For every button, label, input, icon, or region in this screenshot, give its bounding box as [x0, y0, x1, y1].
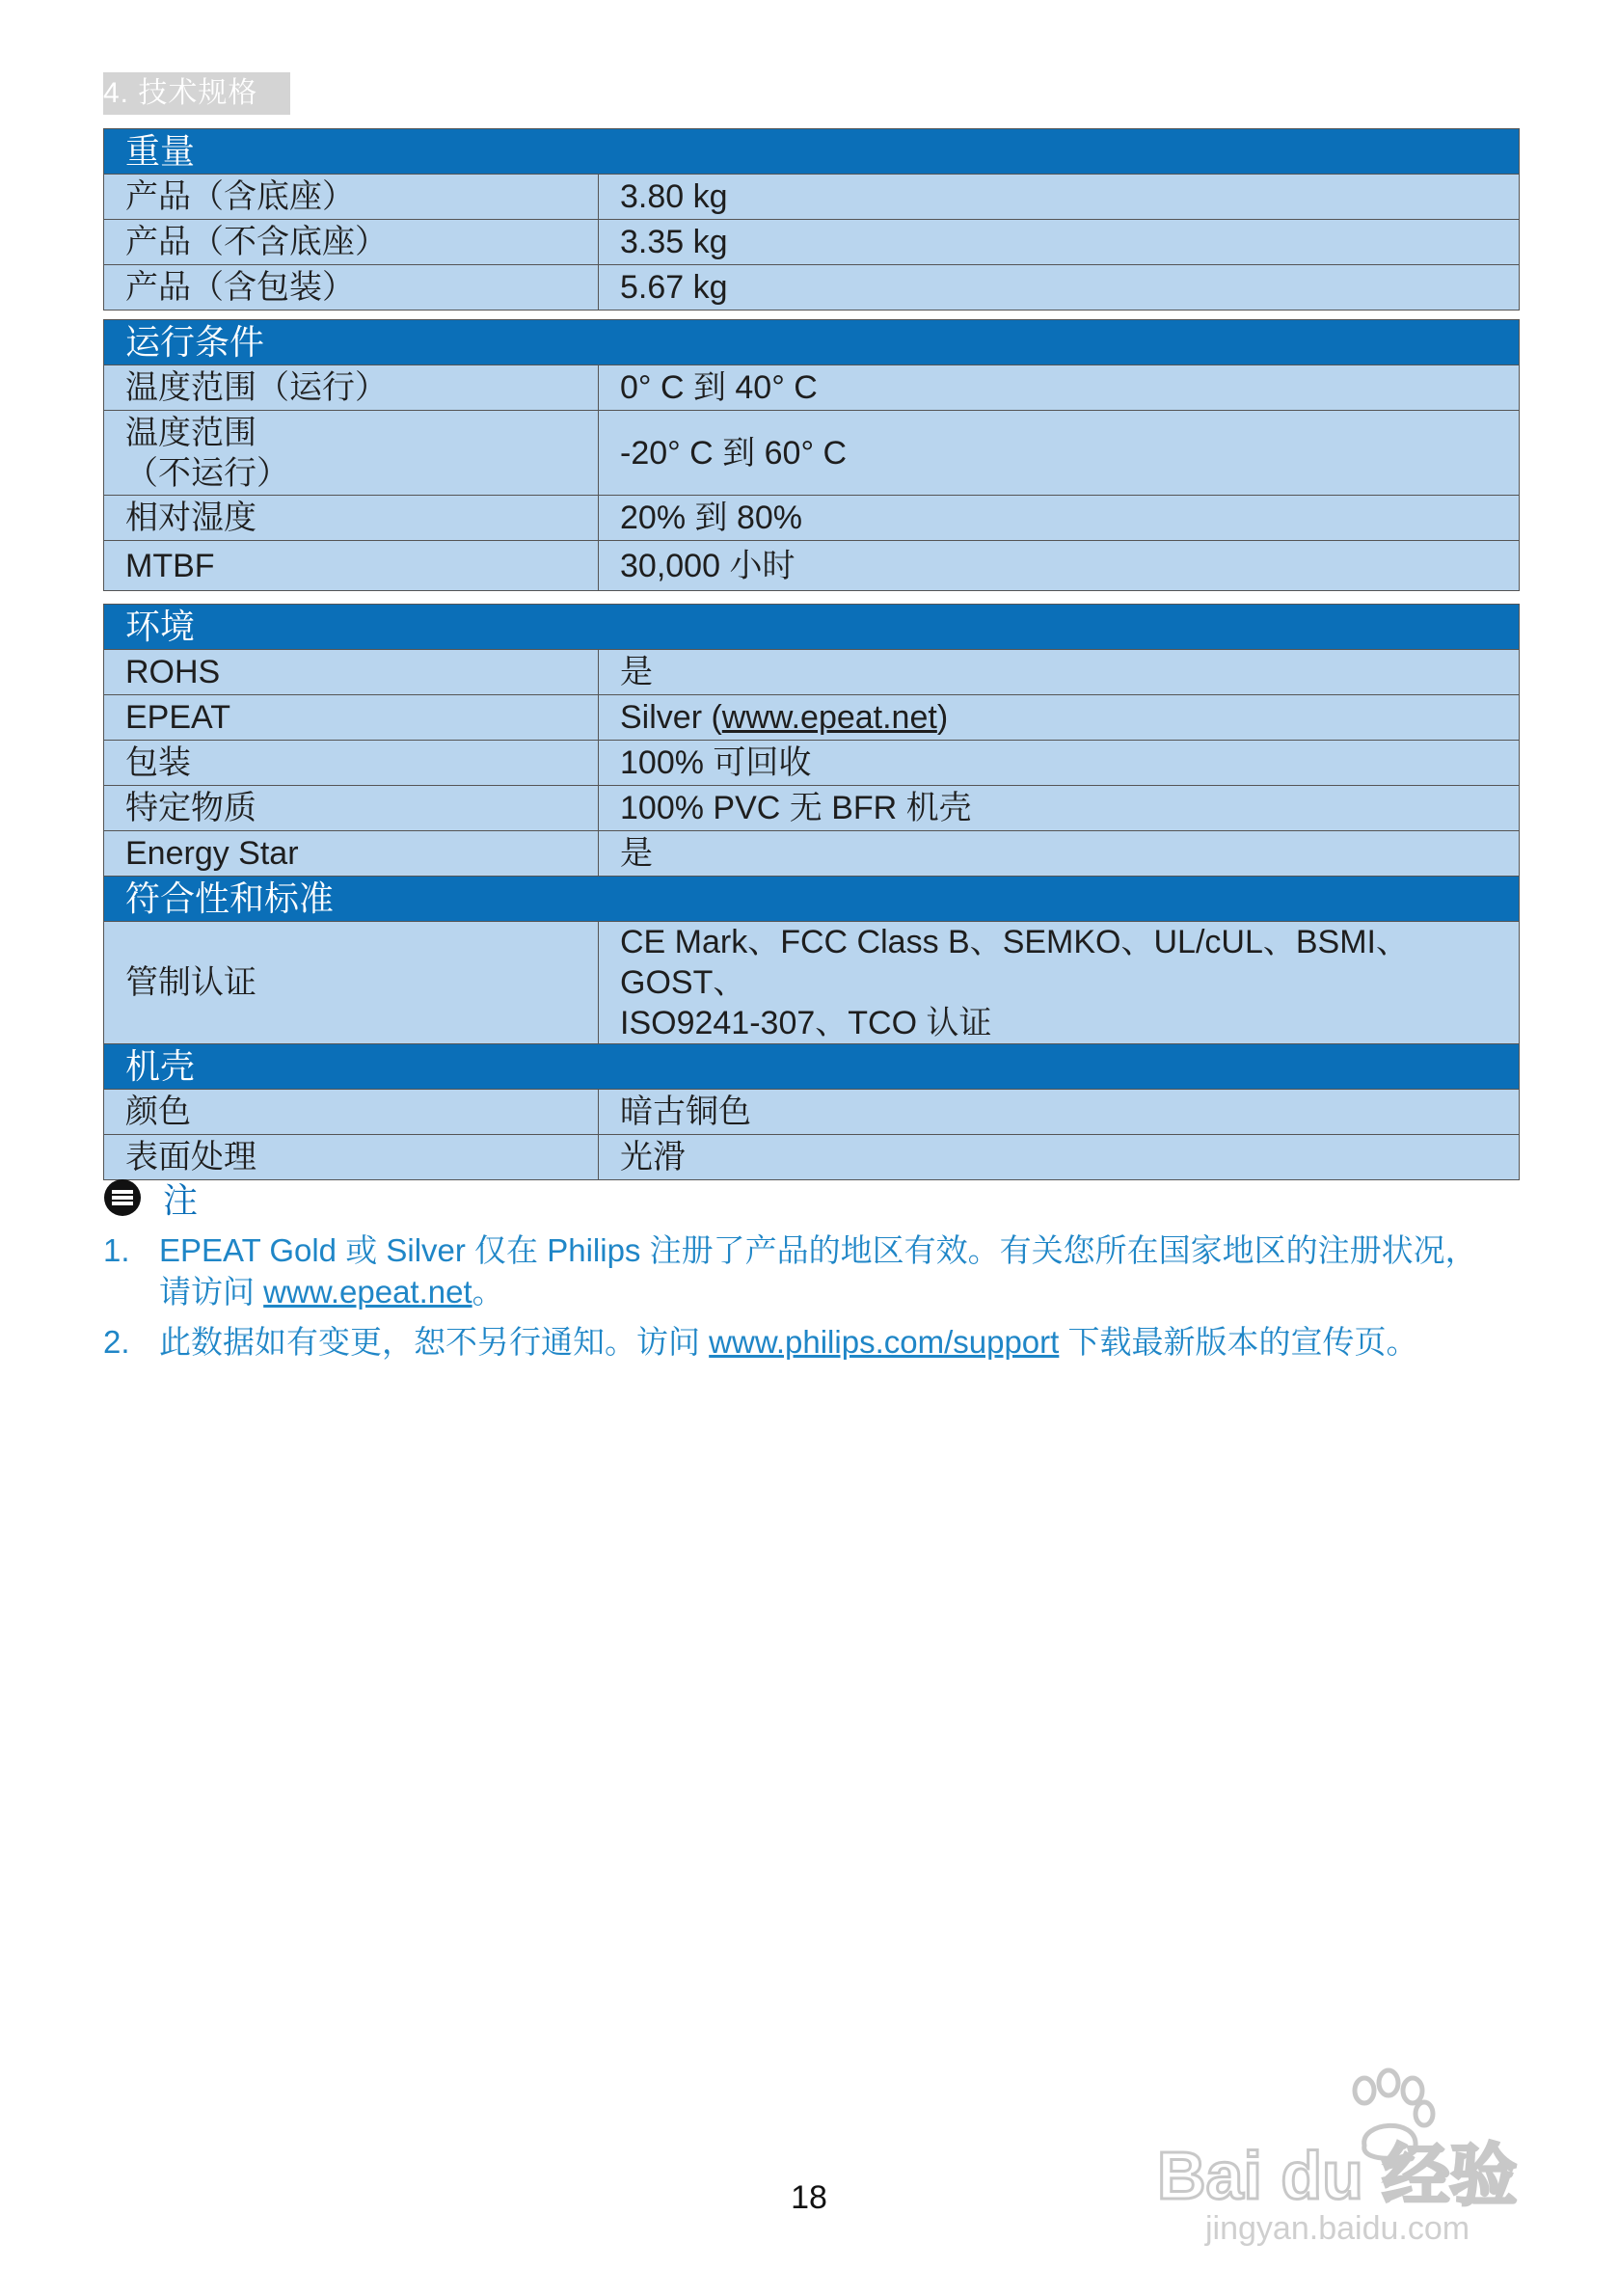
table-row	[104, 831, 1520, 877]
baidu-watermark	[1147, 2054, 1533, 2247]
spec-label: MTBF	[104, 541, 599, 591]
section-header: 环境	[104, 605, 1520, 650]
note-number: 1.	[103, 1232, 130, 1268]
note-heading	[103, 1176, 198, 1219]
epeat-link[interactable]: www.epeat.net	[263, 1274, 472, 1310]
list-item	[103, 1229, 1525, 1312]
spec-value: 5.67 kg	[599, 265, 1520, 311]
spec-value	[599, 695, 1520, 741]
weight-table	[103, 128, 1520, 311]
chapter-tab: 4. 技术规格	[103, 72, 290, 115]
spec-label: 特定物质	[104, 786, 599, 831]
spec-label-line: （不运行）	[125, 454, 289, 492]
spec-label: EPEAT	[104, 695, 599, 741]
table-header-row	[104, 605, 1520, 650]
environment-table	[103, 604, 1520, 1180]
table-row	[104, 265, 1520, 311]
table-row	[104, 365, 1520, 411]
watermark-brand: Bai du 经验	[1157, 2138, 1518, 2213]
note-text	[159, 1229, 1525, 1312]
spec-value: 20% 到 80%	[599, 496, 1520, 541]
table-header-row	[104, 877, 1520, 922]
spec-label: 产品（含底座）	[104, 175, 599, 220]
spec-label-line: 温度范围	[125, 414, 256, 451]
philips-support-link[interactable]: www.philips.com/support	[709, 1324, 1060, 1360]
table-row	[104, 220, 1520, 265]
note-text-part: 下载最新版本的宣传页。	[1059, 1324, 1418, 1360]
spec-value-text: Silver (	[620, 699, 722, 736]
spec-value: 3.35 kg	[599, 220, 1520, 265]
table-row	[104, 695, 1520, 741]
list-item	[103, 1321, 1525, 1363]
spec-label	[104, 411, 599, 496]
spec-label: 相对湿度	[104, 496, 599, 541]
spec-label: 管制认证	[104, 922, 599, 1044]
note-text-line: EPEAT Gold 或 Silver 仅在 Philips 注册了产品的地区有效。有关您所在国家地区的注册状况，	[159, 1232, 1477, 1268]
spec-value-line: ISO9241-307、TCO 认证	[620, 1005, 992, 1041]
note-text-part: 请访问	[159, 1274, 264, 1310]
table-row	[104, 541, 1520, 591]
note-text	[159, 1321, 1525, 1363]
spec-label: 表面处理	[104, 1135, 599, 1180]
spec-value: 是	[599, 831, 1520, 877]
table-header-row	[104, 129, 1520, 175]
spec-value: 100% 可回收	[599, 741, 1520, 786]
table-row	[104, 922, 1520, 1044]
table-row	[104, 175, 1520, 220]
spec-label: Energy Star	[104, 831, 599, 877]
table-row	[104, 411, 1520, 496]
section-header: 重量	[104, 129, 1520, 175]
spec-value: 暗古铜色	[599, 1090, 1520, 1135]
note-icon	[103, 1178, 142, 1217]
table-header-row	[104, 1044, 1520, 1090]
spec-value: -20° C 到 60° C	[599, 411, 1520, 496]
spec-value: 光滑	[599, 1135, 1520, 1180]
spec-value: 100% PVC 无 BFR 机壳	[599, 786, 1520, 831]
spec-value-line: CE Mark、FCC Class B、SEMKO、UL/cUL、BSMI、GOST、	[620, 924, 1409, 1001]
spec-value: 是	[599, 650, 1520, 695]
epeat-link[interactable]: www.epeat.net	[721, 699, 937, 736]
spec-value: 0° C 到 40° C	[599, 365, 1520, 411]
section-header: 机壳	[104, 1044, 1520, 1090]
page-number: 18	[791, 2179, 827, 2216]
operating-conditions-table	[103, 319, 1520, 591]
spec-value: 30,000 小时	[599, 541, 1520, 591]
spec-label: 颜色	[104, 1090, 599, 1135]
note-text-part: 此数据如有变更，恕不另行通知。访问	[159, 1324, 710, 1360]
table-row	[104, 786, 1520, 831]
table-row	[104, 741, 1520, 786]
spec-label: 温度范围（运行）	[104, 365, 599, 411]
section-header: 运行条件	[104, 320, 1520, 365]
table-row	[104, 1090, 1520, 1135]
spec-value-text: )	[936, 699, 949, 736]
spec-label: ROHS	[104, 650, 599, 695]
note-text-part: 。	[472, 1274, 504, 1310]
spec-label: 产品（不含底座）	[104, 220, 599, 265]
note-number: 2.	[103, 1324, 130, 1360]
section-header: 符合性和标准	[104, 877, 1520, 922]
note-title: 注	[163, 1179, 199, 1220]
table-row	[104, 650, 1520, 695]
table-row	[104, 496, 1520, 541]
spec-value	[599, 922, 1520, 1044]
spec-label: 包装	[104, 741, 599, 786]
table-header-row	[104, 320, 1520, 365]
spec-label: 产品（含包装）	[104, 265, 599, 311]
table-row	[104, 1135, 1520, 1180]
notes-list	[103, 1229, 1525, 1371]
watermark-url: jingyan.baidu.com	[1205, 2210, 1470, 2247]
spec-value: 3.80 kg	[599, 175, 1520, 220]
